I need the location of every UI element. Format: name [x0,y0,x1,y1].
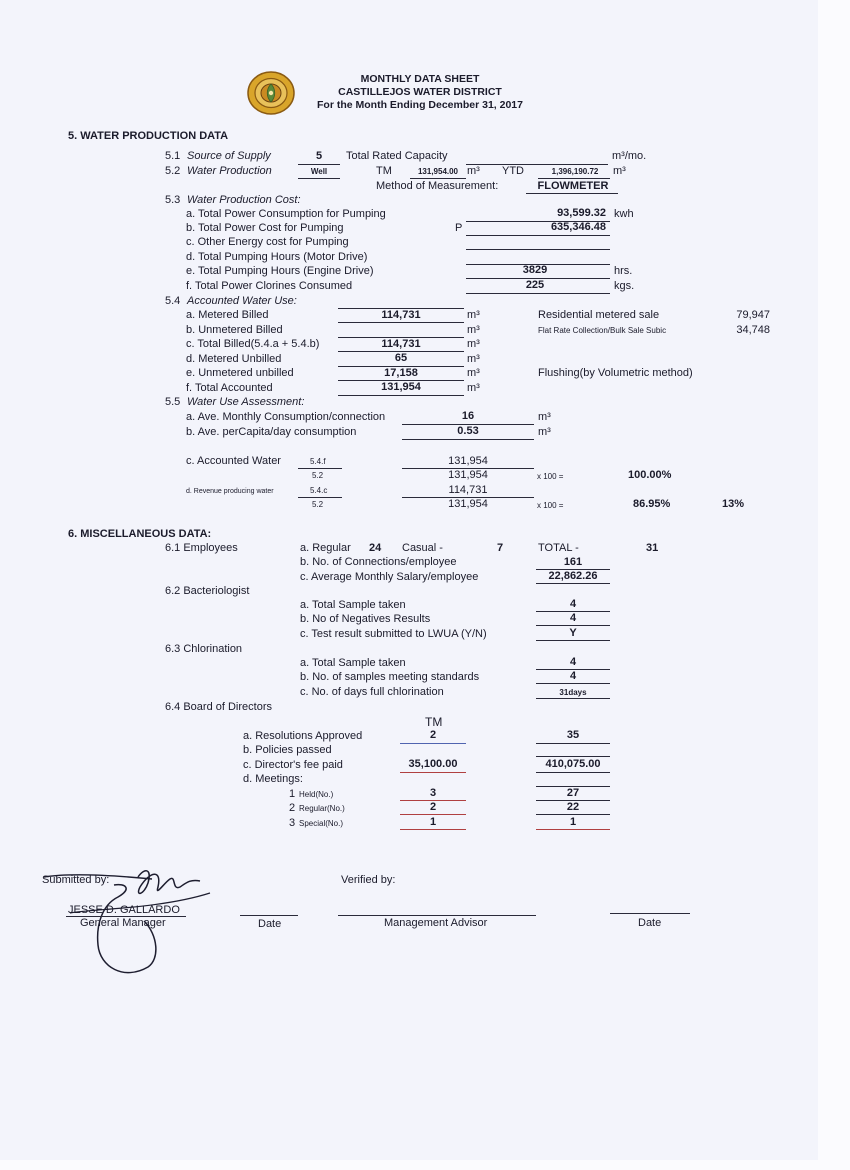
meetings-label: d. Meetings: [243,773,303,785]
underline [536,743,610,744]
revenue-denominator-ref: 5.2 [312,500,324,509]
underline [466,235,610,236]
regular-label: a. Regular [300,542,351,554]
total-billed-value: 114,731 [381,338,421,350]
chlor-samples-value: 4 [569,656,577,668]
date-line [610,913,690,914]
power-consumption-label: a. Total Power Consumption for Pumping [186,208,386,220]
source-of-supply-value: 5 [315,150,323,162]
underline [466,249,610,250]
full-chlorination-days-value: 31days [559,688,587,697]
residential-sale-value: 79,947 [736,309,770,321]
unmetered-billed-label: b. Unmetered Billed [186,324,283,336]
underline [402,439,534,440]
casual-label: Casual - [402,542,443,554]
header-title: MONTHLY DATA SHEET [360,73,480,85]
connections-per-employee-label: b. No. of Connections/employee [300,556,457,568]
director-fee-tm: 35,100.00 [408,758,458,770]
flushing-label: Flushing(by Volumetric method) [538,367,693,379]
metered-billed-label: a. Metered Billed [186,309,269,321]
meeting-held-label: Held(No.) [299,790,334,799]
fraction-bar [298,497,342,498]
s51-label: Source of Supply [187,150,271,162]
underline [400,814,466,815]
ave-monthly-label: a. Ave. Monthly Consumption/connection [186,411,386,423]
s51-number: 5.1 [165,150,181,162]
underline [536,756,610,757]
board-label: 6.4 Board of Directors [165,701,272,713]
resolutions-label: a. Resolutions Approved [243,730,363,742]
underline [536,640,610,641]
metered-unbilled-unit: m³ [467,353,480,365]
tm-production-value: 131,954.00 [417,167,459,176]
trc-unit: m³/mo. [612,150,647,162]
director-fee-label: c. Director's fee paid [243,759,343,771]
meeting-held-tm: 3 [429,787,437,799]
date-line [240,915,298,916]
metered-billed-value: 114,731 [381,309,421,321]
revenue-result: 86.95% [633,498,671,510]
accounted-numerator-ref: 5.4.f [310,457,326,466]
date-label-1: Date [258,918,282,930]
underline [338,322,464,323]
underline [298,178,340,179]
samples-meeting-standards-value: 4 [569,670,577,682]
bacteriologist-label: 6.2 Bacteriologist [165,585,250,597]
s54-number: 5.4 [165,295,181,307]
power-consumption-unit: kwh [614,208,634,220]
accounted-numerator: 131,954 [448,455,488,467]
power-consumption-value: 93,599.32 [557,207,606,219]
total-value: 31 [646,542,659,554]
tm-label: TM [376,165,392,177]
total-billed-unit: m³ [467,338,480,350]
section5-title: 5. WATER PRODUCTION DATA [68,130,229,142]
meeting-regular-tm: 2 [429,801,437,813]
management-advisor-label: Management Advisor [384,917,488,929]
signatory-name: JESSE D. GALLARDO [68,904,180,916]
meeting-special-label: Special(No.) [299,819,344,828]
chlorination-label: 6.3 Chlorination [165,643,243,655]
signature-line [338,915,536,916]
meeting-regular-ytd: 22 [566,801,580,813]
ave-monthly-unit: m³ [538,411,551,423]
s55-number: 5.5 [165,396,181,408]
ave-percapita-label: b. Ave. perCapita/day consumption [186,426,357,438]
tm-unit: m³ [467,165,480,177]
accounted-denominator: 131,954 [448,469,488,481]
residential-sale-label: Residential metered sale [538,309,660,321]
total-accounted-unit: m³ [467,382,480,394]
underline [400,743,466,744]
policies-label: b. Policies passed [243,744,332,756]
negative-results-label: b. No of Negatives Results [300,613,431,625]
motor-hours-label: d. Total Pumping Hours (Motor Drive) [186,251,368,263]
accounted-result: 100.00% [628,469,672,481]
power-cost-currency: P [455,222,463,234]
meeting-regular-label: Regular(No.) [299,804,345,813]
meeting-regular-number: 2 [289,802,296,814]
ytd-production-value: 1,396,190.72 [551,167,599,176]
casual-value: 7 [497,542,504,554]
power-cost-value: 635,346.48 [550,221,606,233]
trc-label: Total Rated Capacity [346,150,448,162]
s52-number: 5.2 [165,165,181,177]
header-period: For the Month Ending December 31, 2017 [317,99,523,111]
times-100: x 100 = [537,501,564,510]
underline [538,178,610,179]
scan-edge [818,0,850,1170]
underline [536,829,610,830]
underline [536,814,610,815]
unmetered-unbilled-unit: m³ [467,367,480,379]
ave-monthly-value: 16 [461,410,475,422]
meeting-special-ytd: 1 [569,816,577,828]
ytd-unit: m³ [613,165,626,177]
revenue-numerator-ref: 5.4.c [310,486,328,495]
flat-rate-label: Flat Rate Collection/Bulk Sale Subic [538,326,667,335]
unmetered-unbilled-label: e. Unmetered unbilled [186,367,294,379]
meeting-special-number: 3 [289,817,296,829]
times-100: x 100 = [537,472,564,481]
method-value: FLOWMETER [537,180,609,192]
underline [410,178,466,179]
underline [466,164,608,165]
avg-salary-label: c. Average Monthly Salary/employee [300,571,479,583]
metered-unbilled-value: 65 [394,352,408,364]
meeting-special-tm: 1 [429,816,437,828]
full-chlorination-days-label: c. No. of days full chlorination [300,686,444,698]
s55-title: Water Use Assessment: [187,396,305,408]
chlorine-value: 225 [525,279,545,291]
underline [400,829,466,830]
total-accounted-value: 131,954 [381,381,421,393]
method-label: Method of Measurement: [376,180,499,192]
underline [536,698,610,699]
samples-meeting-standards-label: b. No. of samples meeting standards [300,671,480,683]
non-revenue-result: 13% [722,498,745,510]
engine-hours-unit: hrs. [614,265,633,277]
revenue-denominator: 131,954 [448,498,488,510]
ave-percapita-value: 0.53 [457,425,479,437]
chlor-samples-label: a. Total Sample taken [300,657,406,669]
power-cost-label: b. Total Power Cost for Pumping [186,222,344,234]
bact-samples-value: 4 [569,598,577,610]
underline [526,193,618,194]
chlorine-unit: kgs. [614,280,635,292]
underline [466,293,610,294]
ytd-label: YTD [502,165,524,177]
underline [536,772,610,773]
ave-percapita-unit: m³ [538,426,551,438]
resolutions-ytd: 35 [566,729,580,741]
underline [536,583,610,584]
total-accounted-label: f. Total Accounted [186,382,273,394]
lwua-submitted-label: c. Test result submitted to LWUA (Y/N) [300,628,487,640]
meeting-held-number: 1 [289,788,296,800]
total-label: TOTAL - [538,542,579,554]
avg-salary-value: 22,862.26 [548,570,598,582]
scan-bottom-edge [0,1160,850,1170]
underline [298,164,340,165]
chlorine-label: f. Total Power Clorines Consumed [186,280,353,292]
signatory-position: General Manager [80,917,166,929]
regular-value: 24 [369,542,382,554]
flat-rate-value: 34,748 [736,324,770,336]
header-district: CASTILLEJOS WATER DISTRICT [338,86,502,98]
meeting-held-ytd: 27 [566,787,580,799]
underline [536,625,610,626]
revenue-water-label: d. Revenue producing water [186,488,274,495]
accounted-water-label: c. Accounted Water [186,455,281,467]
connections-per-employee-value: 161 [563,556,583,568]
accounted-denominator-ref: 5.2 [312,471,324,480]
bact-samples-label: a. Total Sample taken [300,599,406,611]
fraction-bar [298,468,342,469]
submitted-by-label: Submitted by: [42,874,110,886]
negative-results-value: 4 [569,612,577,624]
total-billed-label: c. Total Billed(5.4.a + 5.4.b) [186,338,320,350]
s53-title: Water Production Cost: [187,194,301,206]
unmetered-billed-unit: m³ [467,324,480,336]
director-fee-ytd: 410,075.00 [545,758,601,770]
metered-billed-unit: m³ [467,309,480,321]
section6-title: 6. MISCELLANEOUS DATA: [68,528,212,540]
district-seal-logo [246,70,296,116]
lwua-submitted-value: Y [569,627,577,639]
unmetered-unbilled-value: 17,158 [384,367,418,379]
engine-hours-value: 3829 [522,264,548,276]
board-tm-header: TM [425,715,443,729]
water-production-source: Well [310,167,328,176]
underline [338,395,464,396]
revenue-numerator: 114,731 [448,484,488,496]
engine-hours-label: e. Total Pumping Hours (Engine Drive) [186,265,374,277]
employees-label: 6.1 Employees [165,542,238,554]
other-energy-label: c. Other Energy cost for Pumping [186,236,349,248]
date-label-2: Date [638,917,662,929]
s54-title: Accounted Water Use: [187,295,297,307]
underline [400,772,466,773]
underline [536,683,610,684]
verified-by-label: Verified by: [341,874,396,886]
metered-unbilled-label: d. Metered Unbilled [186,353,282,365]
s52-label: Water Production [187,165,272,177]
s53-number: 5.3 [165,194,181,206]
resolutions-tm: 2 [429,729,437,741]
